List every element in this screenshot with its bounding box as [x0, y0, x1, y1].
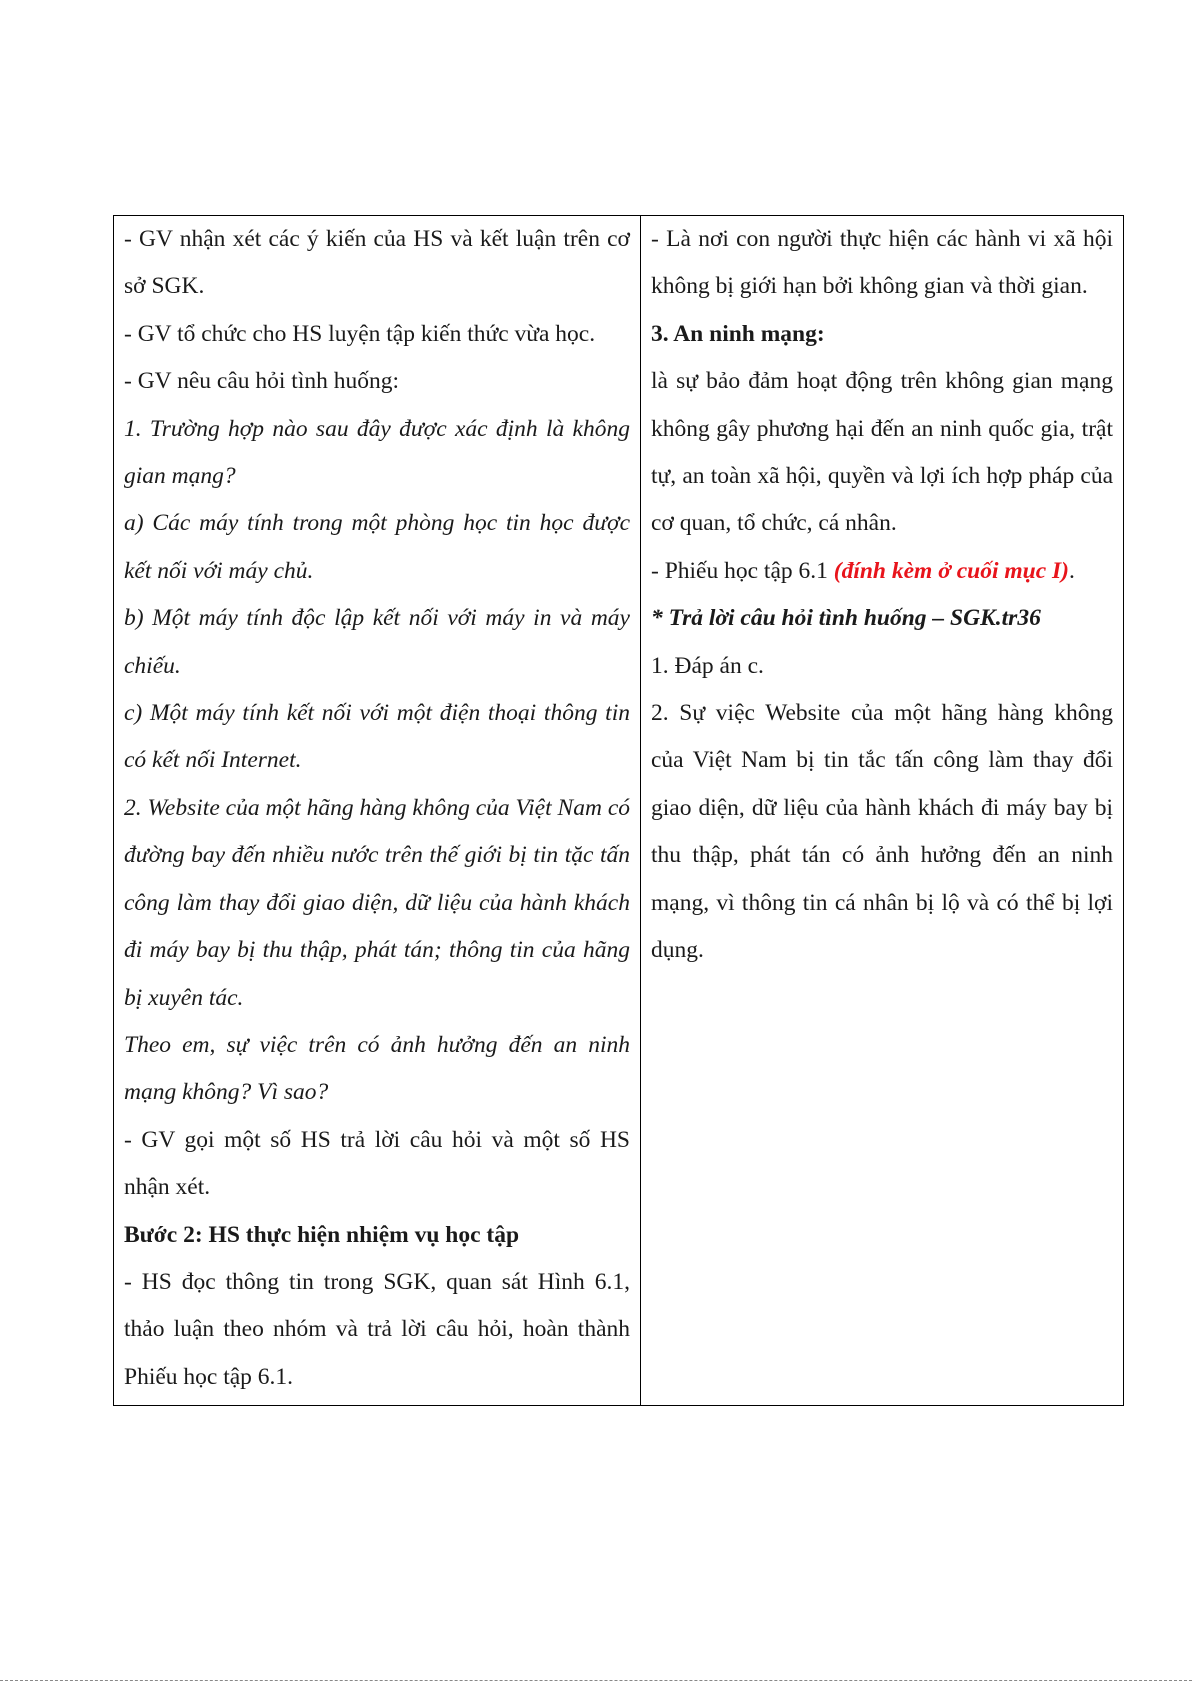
paragraph-gv-comment: - GV nhận xét các ý kiến của HS và kết luận trên cơ sở SGK. [124, 226, 630, 300]
paragraph-cyberspace-definition: - Là nơi con người thực hiện các hành vi xã hội không bị giới hạn bởi không gian và thời gian. [651, 226, 1113, 300]
paragraph-hs-task: - HS đọc thông tin trong SGK, quan sát Hình 6.1, thảo luận theo nhóm và trả lời câu hỏi, hoàn thành Phiếu học tập 6.1. [124, 1268, 630, 1390]
section-heading-cyber-security: 3. An ninh mạng: [651, 320, 825, 347]
lesson-table [113, 215, 1124, 1406]
step-2-heading: Bước 2: HS thực hiện nhiệm vụ học tập [124, 1221, 520, 1248]
paragraph-gv-call: - GV gọi một số HS trả lời câu hỏi và một số HS nhận xét. [124, 1126, 630, 1201]
paragraph-gv-practice: - GV tổ chức cho HS luyện tập kiến thức vừa học. [124, 320, 596, 347]
worksheet-label: - Phiếu học tập 6.1 [651, 557, 834, 584]
answer-1: 1. Đáp án c. [651, 652, 764, 679]
paragraph-gv-question: - GV nêu câu hỏi tình huống: [124, 368, 400, 395]
paragraph-cyber-security-definition: là sự bảo đảm hoạt động trên không gian mạng không gây phương hại đến an ninh quốc gia, trật tự, an toàn xã hội, quyền và lợi ích hợp pháp của cơ quan, tổ chức, cá nhân. [651, 368, 1113, 537]
teacher-activity-cell [114, 216, 641, 1406]
option-a: a) Các máy tính trong một phòng học tin học được kết nối với máy chủ. [124, 510, 630, 584]
page-bottom-edge [0, 1680, 1192, 1686]
answer-2: 2. Sự việc Website của một hãng hàng không của Việt Nam bị tin tắc tấn công làm thay đổi giao diện, dữ liệu của hành khách đi máy bay bị thu thập, phát tán có ảnh hưởng đến an ninh mạng, vì thông tin cá nhân bị lộ và có thể bị lợi dụng. [651, 700, 1113, 964]
paragraph-worksheet [651, 548, 1113, 595]
worksheet-suffix: . [1068, 557, 1075, 584]
question-1: 1. Trường hợp nào sau đây được xác định là không gian mạng? [124, 415, 630, 490]
option-c: c) Một máy tính kết nối với một điện thoại thông tin có kết nối Internet. [124, 700, 630, 774]
answer-heading: * Trả lời câu hỏi tình huống – SGK.tr36 [651, 605, 1041, 632]
content-cell [641, 216, 1124, 1406]
worksheet-note: (đính kèm ở cuối mục I) [833, 557, 1069, 584]
option-b: b) Một máy tính độc lập kết nối với máy in và máy chiếu. [124, 605, 630, 679]
table-row [114, 216, 1124, 1406]
question-2: 2. Website của một hãng hàng không của Việt Nam có đường bay đến nhiều nước trên thế giới bị tin tặc tấn công làm thay đổi giao diện, dữ liệu của hành khách đi máy bay bị thu thập, phát tán; thông tin của hãng bị xuyên tác. [124, 794, 630, 1011]
question-2-followup: Theo em, sự việc trên có ảnh hưởng đến an ninh mạng không? Vì sao? [124, 1031, 630, 1106]
